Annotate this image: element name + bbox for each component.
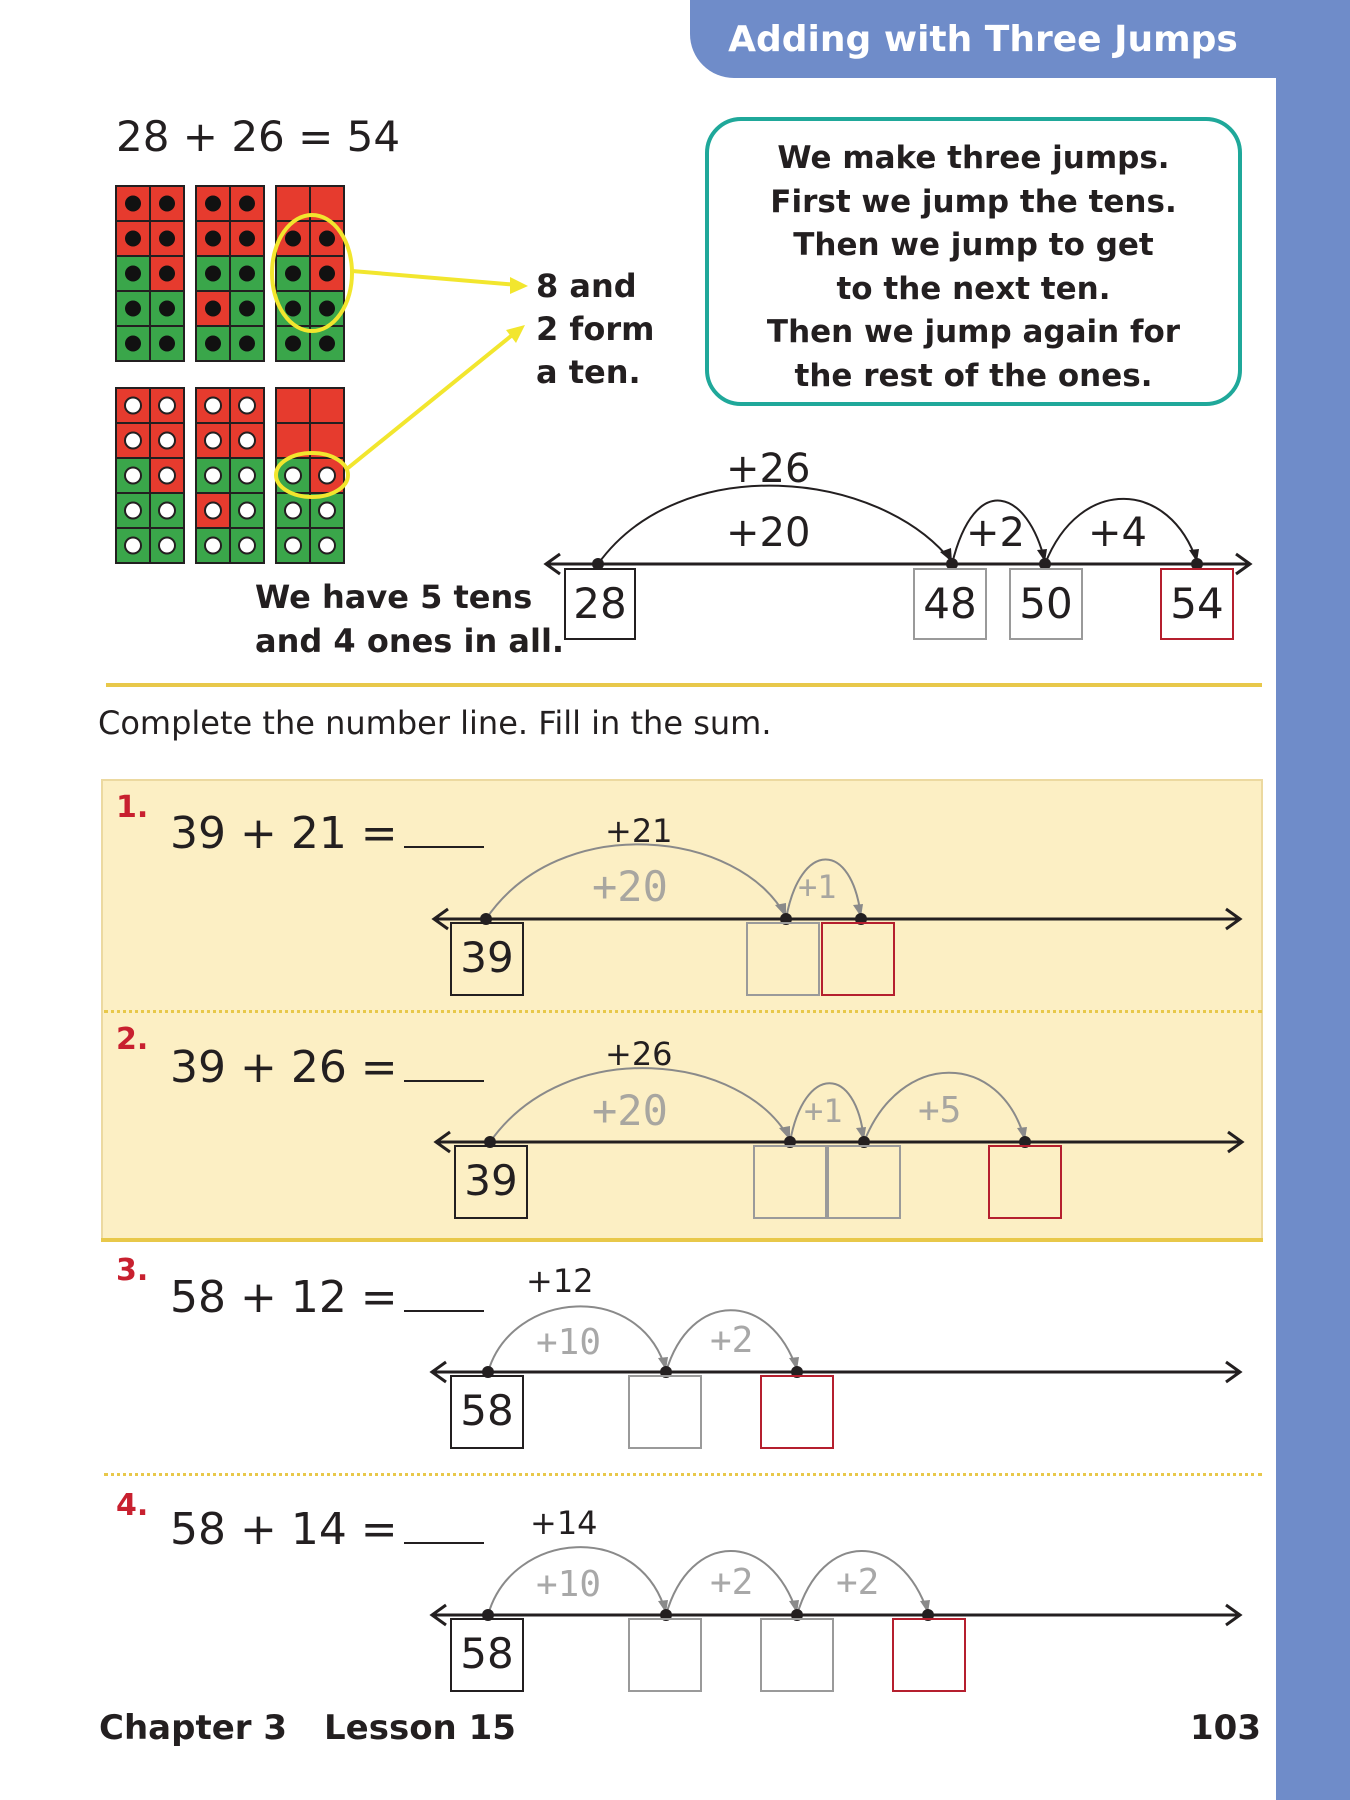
ex4-arc-2a [666,1551,797,1615]
exercise-2-traced-jump-2[interactable]: +1 [804,1092,843,1130]
note-line-3: a ten. [536,353,641,391]
exercise-1-start-box: 39 [450,922,524,996]
exercise-1-traced-jump-2[interactable]: +1 [798,868,837,906]
exercise-4-equation-text: 58 + 14 = [170,1504,398,1555]
info-line-6: the rest of the ones. [794,357,1153,394]
exercise-4-number: 4. [116,1488,149,1523]
number-box-54: 54 [1160,568,1234,640]
summary-line-2: and 4 ones in all. [255,622,565,660]
exercise-4-answer-box-3[interactable] [892,1618,966,1692]
exercise-3-equation-text: 58 + 12 = [170,1272,398,1323]
number-box-50: 50 [1009,568,1083,640]
exercise-1-number: 1. [116,790,149,825]
info-line-2: First we jump the tens. [770,183,1177,220]
footer-lesson: Lesson 15 [324,1708,516,1748]
exercise-1-traced-jump-1[interactable]: +20 [592,862,668,911]
exercise-2-traced-jump-3[interactable]: +5 [918,1090,962,1131]
exercise-2-total-jump: +26 [605,1035,673,1073]
instruction: Complete the number line. Fill in the sum. [98,704,772,742]
note-line-2: 2 form [536,310,655,348]
exercise-4-traced-jump-3[interactable]: +2 [836,1562,880,1603]
info-line-5: Then we jump again for [766,314,1181,350]
note-line-1: 8 and [536,267,637,305]
exercise-4-start-box: 58 [450,1618,524,1692]
exercise-4-traced-jump-2[interactable]: +2 [710,1562,754,1603]
exercise-3-traced-jump-2[interactable]: +2 [710,1320,754,1361]
exercise-4-answer-box-1[interactable] [628,1618,702,1692]
jump-label-4: +4 [1088,510,1147,556]
exercise-2-traced-jump-1[interactable]: +20 [592,1086,668,1135]
exercise-3-number: 3. [116,1253,149,1288]
exercise-1-total-jump: +21 [605,812,673,850]
exercise-3-start-box: 58 [450,1375,524,1449]
exercise-4-total-jump: +14 [530,1504,598,1542]
exercise-1-equation-text: 39 + 21 = [170,808,398,859]
exercise-2-equation-text: 39 + 26 = [170,1042,398,1093]
info-line-4: to the next ten. [836,270,1111,307]
page-title: Adding with Three Jumps [728,19,1238,60]
number-box-28: 28 [564,568,636,640]
exercise-3-traced-jump-1[interactable]: +10 [536,1322,602,1363]
example-equation: 28 + 26 = 54 [116,112,401,161]
info-line-1: We make three jumps. [777,140,1170,176]
summary-line-1: We have 5 tens [255,578,533,616]
jump-label-20: +20 [726,510,811,556]
number-box-48: 48 [913,568,987,640]
footer-chapter: Chapter 3 [99,1708,288,1748]
ex4-arc-2b [797,1551,928,1615]
total-jump-label: +26 [726,446,811,492]
jump-label-2: +2 [966,510,1025,556]
exercise-3-total-jump: +12 [526,1262,594,1300]
page-number: 103 [1190,1708,1261,1748]
exercise-2-number: 2. [116,1022,149,1057]
ex4-arc-10 [488,1547,666,1615]
exercise-4-traced-jump-1[interactable]: +10 [536,1564,602,1605]
info-line-3: Then we jump to get [793,227,1154,263]
exercise-2-start-box: 39 [454,1145,528,1219]
exercise-4-answer-box-2[interactable] [760,1618,834,1692]
